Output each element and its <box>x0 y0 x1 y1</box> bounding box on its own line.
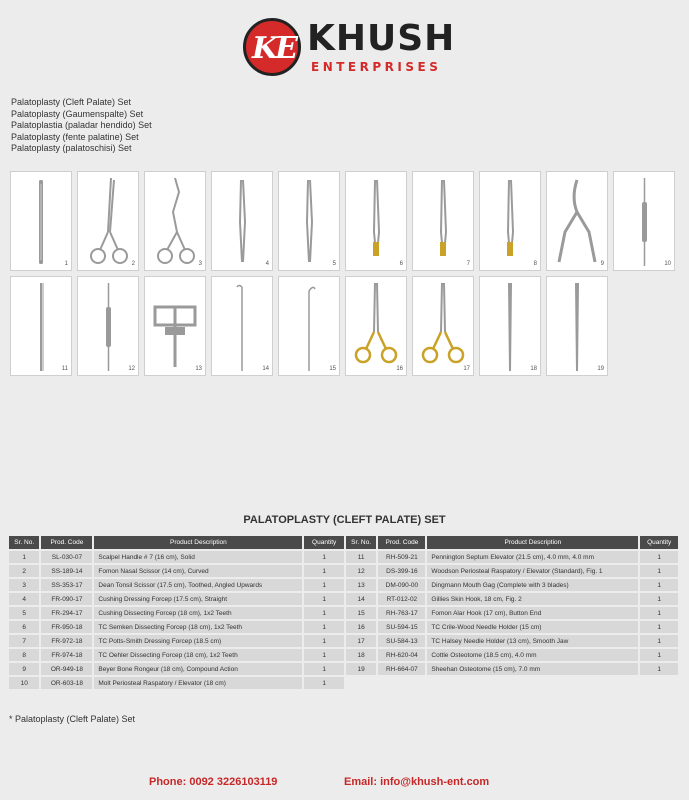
cell-qty: 1 <box>304 551 343 563</box>
cell-sr: 17 <box>346 635 376 647</box>
instrument-image <box>211 276 273 376</box>
cell-code: SL-030-07 <box>41 551 92 563</box>
cell-code: OR-949-18 <box>41 663 92 675</box>
cell-qty: 1 <box>304 621 343 633</box>
cell-code: FR-972-18 <box>41 635 92 647</box>
instrument-image <box>546 276 608 376</box>
email-contact: Email: info@khush-ent.com <box>344 776 490 788</box>
elevator-icon <box>11 277 71 375</box>
cell-code: FR-090-17 <box>41 593 92 605</box>
instrument-image <box>77 276 139 376</box>
cell-code: FR-974-18 <box>41 649 92 661</box>
scissors-icon <box>78 172 138 270</box>
cell-sr: 11 <box>346 551 376 563</box>
instrument-image <box>278 276 340 376</box>
instrument-number: 18 <box>530 366 537 372</box>
cell-sr: 6 <box>9 621 39 633</box>
cell-desc: Pennington Septum Elevator (21.5 cm), 4.0 mm, 4.0 mm <box>427 551 638 563</box>
cell-sr: 19 <box>346 663 376 675</box>
cell-code: RH-509-21 <box>378 551 425 563</box>
instrument-number: 5 <box>332 261 336 267</box>
set-name: Palatoplasty (Gaumenspalte) Set <box>11 108 144 119</box>
cell-code <box>378 677 425 689</box>
instrument-number: 17 <box>463 366 470 372</box>
cell-qty: 1 <box>304 607 343 619</box>
cell-code: FR-294-17 <box>41 607 92 619</box>
cell-desc: Dingmann Mouth Gag (Complete with 3 blades) <box>427 579 638 591</box>
cell-qty: 1 <box>640 621 678 633</box>
header-sr: Sr. No. <box>9 536 39 549</box>
instrument-number: 11 <box>61 366 68 372</box>
header-qty: Quantity <box>304 536 343 549</box>
header-desc: Product Description <box>94 536 302 549</box>
cell-desc: TC Halsey Needle Holder (13 cm), Smooth Jaw <box>427 635 638 647</box>
raspatory-icon <box>78 277 138 375</box>
instrument-image <box>278 171 340 271</box>
cell-code: SS-353-17 <box>41 579 92 591</box>
cell-desc: Scalpel Handle # 7 (16 cm), Solid <box>94 551 302 563</box>
table-row <box>9 565 678 577</box>
table-title: PALATOPLASTY (CLEFT PALATE) SET <box>243 514 446 526</box>
cell-qty: 1 <box>304 579 343 591</box>
instrument-image <box>479 171 541 271</box>
instrument-image <box>10 276 72 376</box>
cell-sr: 18 <box>346 649 376 661</box>
cell-code: RH-664-07 <box>378 663 425 675</box>
cell-code: FR-950-18 <box>41 621 92 633</box>
header-desc: Product Description <box>427 536 638 549</box>
set-note: * Palatoplasty (Cleft Palate) Set <box>9 714 136 724</box>
cell-qty: 1 <box>640 607 678 619</box>
gold-forcep-icon <box>413 172 473 270</box>
rongeur-icon <box>547 172 607 270</box>
table-row <box>9 635 678 647</box>
cell-desc: Woodson Periosteal Raspatory / Elevator (Standard), Fig. 1 <box>427 565 638 577</box>
table-row <box>9 551 678 563</box>
cell-qty <box>640 677 678 689</box>
gold-needle-holder-icon <box>346 277 406 375</box>
instrument-number: 1 <box>64 261 68 267</box>
cell-qty: 1 <box>640 649 678 661</box>
product-table <box>7 534 680 691</box>
set-names <box>11 97 152 155</box>
scalpel-handle-icon <box>11 172 71 270</box>
instrument-image <box>479 276 541 376</box>
cell-qty: 1 <box>640 551 678 563</box>
cell-qty: 1 <box>304 663 343 675</box>
instrument-image <box>613 171 675 271</box>
cell-qty: 1 <box>304 565 343 577</box>
alar-hook-icon <box>279 277 339 375</box>
cell-sr: 3 <box>9 579 39 591</box>
cell-desc: Fomon Alar Hook (17 cm), Button End <box>427 607 638 619</box>
cell-qty: 1 <box>640 663 678 675</box>
company-logo <box>243 18 456 76</box>
cell-sr: 1 <box>9 551 39 563</box>
osteotome-icon <box>547 277 607 375</box>
cell-sr: 16 <box>346 621 376 633</box>
cell-sr: 13 <box>346 579 376 591</box>
cell-desc: Cushing Dressing Forcep (17.5 cm), Straight <box>94 593 302 605</box>
header-code: Prod. Code <box>378 536 425 549</box>
company-subtitle: ENTERPRISES <box>311 60 442 74</box>
instrument-image <box>144 276 206 376</box>
cell-code: DS-399-16 <box>378 565 425 577</box>
instrument-image <box>211 171 273 271</box>
cell-desc: Beyer Bone Rongeur (18 cm), Compound Action <box>94 663 302 675</box>
phone-contact: Phone: 0092 3226103119 <box>149 776 278 788</box>
cell-qty: 1 <box>640 565 678 577</box>
instrument-number: 7 <box>466 261 470 267</box>
cell-sr: 10 <box>9 677 39 689</box>
cell-sr: 15 <box>346 607 376 619</box>
table-row <box>9 607 678 619</box>
cell-desc: Dean Tonsil Scissor (17.5 cm), Toothed, Angled Upwards <box>94 579 302 591</box>
table-row <box>9 593 678 605</box>
cell-desc <box>427 677 638 689</box>
cell-code: DM-090-00 <box>378 579 425 591</box>
cell-desc: TC Crile-Wood Needle Holder (15 cm) <box>427 621 638 633</box>
instrument-number: 6 <box>399 261 403 267</box>
header-code: Prod. Code <box>41 536 92 549</box>
cell-desc: TC Semken Dissecting Forcep (18 cm), 1x2 Teeth <box>94 621 302 633</box>
instrument-number: 12 <box>128 366 135 372</box>
cell-desc: TC Oehler Dissecting Forcep (18 cm), 1x2 Teeth <box>94 649 302 661</box>
cell-qty: 1 <box>304 635 343 647</box>
cell-code: SS-189-14 <box>41 565 92 577</box>
instrument-number: 19 <box>597 366 604 372</box>
instrument-number: 16 <box>396 366 403 372</box>
cell-qty: 1 <box>640 593 678 605</box>
instrument-image <box>77 171 139 271</box>
instrument-number: 9 <box>600 261 604 267</box>
cell-desc: Cushing Dissecting Forcep (18 cm), 1x2 Teeth <box>94 607 302 619</box>
cell-qty: 1 <box>640 635 678 647</box>
gold-forcep-icon <box>480 172 540 270</box>
cell-code: OR-603-18 <box>41 677 92 689</box>
cell-desc: Cottle Osteotome (18.5 cm), 4.0 mm <box>427 649 638 661</box>
instrument-image <box>10 171 72 271</box>
table-header-row <box>9 536 678 549</box>
header-qty: Quantity <box>640 536 678 549</box>
cell-qty: 1 <box>304 649 343 661</box>
cell-sr: 12 <box>346 565 376 577</box>
raspatory-icon <box>614 172 674 270</box>
instrument-number: 15 <box>329 366 336 372</box>
cell-qty: 1 <box>304 677 343 689</box>
mouth-gag-icon <box>145 277 205 375</box>
instrument-image <box>412 276 474 376</box>
table-row <box>9 621 678 633</box>
cell-sr: 7 <box>9 635 39 647</box>
table-row <box>9 677 678 689</box>
cell-qty: 1 <box>304 593 343 605</box>
cell-code: SU-594-15 <box>378 621 425 633</box>
instrument-image <box>412 171 474 271</box>
cell-code: SU-584-13 <box>378 635 425 647</box>
cell-code: RT-012-02 <box>378 593 425 605</box>
cell-sr: 14 <box>346 593 376 605</box>
instrument-number: 4 <box>265 261 269 267</box>
logo-mark <box>243 18 301 76</box>
instrument-image <box>345 276 407 376</box>
cell-desc: Molt Periosteal Raspatory / Elevator (18 cm) <box>94 677 302 689</box>
set-name: Palatoplasty (Cleft Palate) Set <box>11 97 132 107</box>
cell-qty: 1 <box>640 579 678 591</box>
cell-desc: Sheehan Osteotome (15 cm), 7.0 mm <box>427 663 638 675</box>
cell-sr: 2 <box>9 565 39 577</box>
set-name: Palatoplasty (fente palatine) Set <box>11 131 139 142</box>
cell-code: RH-620-04 <box>378 649 425 661</box>
gold-needle-holder-icon <box>413 277 473 375</box>
instrument-number: 8 <box>533 261 537 267</box>
instrument-number: 10 <box>664 261 671 267</box>
instrument-image <box>345 171 407 271</box>
cell-sr: 8 <box>9 649 39 661</box>
table-row <box>9 579 678 591</box>
cell-code: RH-763-17 <box>378 607 425 619</box>
logo-mark-text: KE <box>252 31 295 66</box>
set-name: Palatoplastia (paladar hendido) Set <box>11 120 152 131</box>
cell-sr: 4 <box>9 593 39 605</box>
cell-sr: 9 <box>9 663 39 675</box>
instrument-number: 3 <box>198 261 202 267</box>
instrument-number: 13 <box>195 366 202 372</box>
header-sr: Sr. No. <box>346 536 376 549</box>
instrument-image <box>144 171 206 271</box>
cell-desc: TC Potts-Smith Dressing Forcep (18.5 cm) <box>94 635 302 647</box>
osteotome-icon <box>480 277 540 375</box>
cell-desc: Fomon Nasal Scissor (14 cm), Curved <box>94 565 302 577</box>
instrument-number: 14 <box>262 366 269 372</box>
forcep-icon <box>212 172 272 270</box>
table-row <box>9 663 678 675</box>
table-row <box>9 649 678 661</box>
instrument-image <box>546 171 608 271</box>
company-name: KHUSH <box>307 18 456 59</box>
set-name: Palatoplasty (palatoschisi) Set <box>11 143 132 154</box>
skin-hook-icon <box>212 277 272 375</box>
cell-sr: 5 <box>9 607 39 619</box>
instrument-number: 2 <box>131 261 135 267</box>
cell-sr <box>346 677 376 689</box>
angled-scissors-icon <box>145 172 205 270</box>
forcep-icon <box>279 172 339 270</box>
gold-forcep-icon <box>346 172 406 270</box>
cell-desc: Gillies Skin Hook, 18 cm, Fig. 2 <box>427 593 638 605</box>
